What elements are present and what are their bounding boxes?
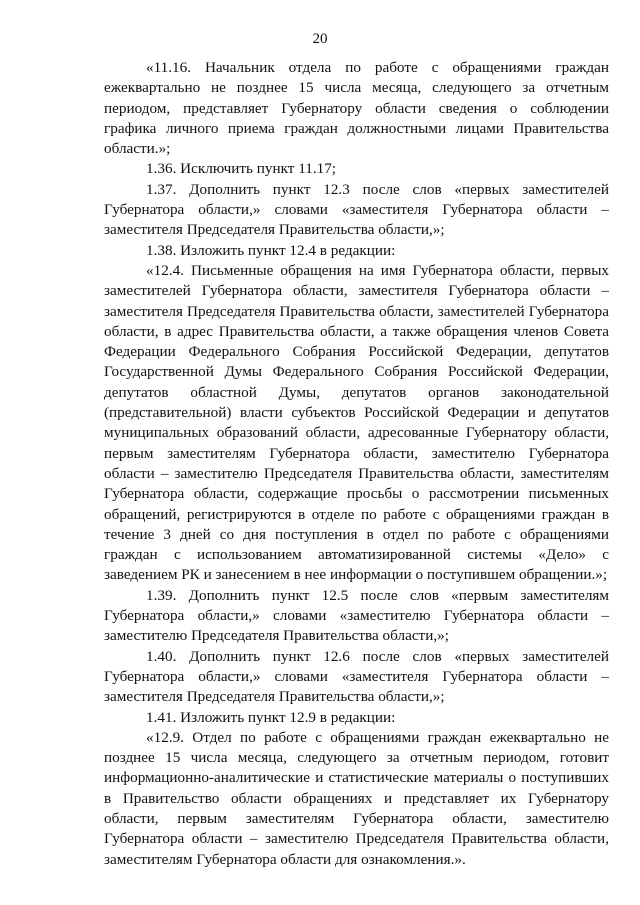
paragraph-1-41: 1.41. Изложить пункт 12.9 в редакции: <box>146 708 396 726</box>
paragraph-1-40: 1.40. Дополнить пункт 12.6 после слов «первых заместителей Губернатора области,» словами «заместителя Губернатора области – заместителя Председателя Правительства области,»; <box>104 647 609 706</box>
document-body <box>104 58 609 870</box>
paragraph-1-36: 1.36. Исключить пункт 11.17; <box>146 160 337 178</box>
paragraph-1-39: 1.39. Дополнить пункт 12.5 после слов «первым заместителям Губернатора области,» словами «заместителю Губернатора области – заместителю Председателя Правительства области,»; <box>104 586 609 645</box>
paragraph-11-16: «11.16. Начальник отдела по работе с обращениями граждан ежеквартально не позднее 15 числа месяца, следующего за отчетным периодом, представляет Губернатору области сведения о соблюдении графика личного приема граждан должностными лицами Правительства области.»; <box>104 59 609 158</box>
paragraph-1-38: 1.38. Изложить пункт 12.4 в редакции: <box>146 241 396 259</box>
page-number: 20 <box>312 31 328 47</box>
paragraph-12-4: «12.4. Письменные обращения на имя Губернатора области, первых заместителей Губернатора области, заместителя Губернатора области – заместителя Председателя Правительства области, заместителей Губернатора области, в адрес Правительства области, а также обращения членов Совета Федерации Федерального Собрания Российской Федерации, депутатов Государственной Думы Федерального Собрания Российской Федерации, депутатов областной Думы, депутатов органов законодательной (представительной) власти субъектов Российской Федерации и депутатов муниципальных образований области, адресованные Губернатору области, первым заместителям Губернатора области, заместителю Губернатора области – заместителю Председателя Правительства области, заместителям Губернатора области, содержащие просьбы о рассмотрении письменных обращений, регистрируются в отделе по работе с обращениями граждан в течение 3 дней со дня поступления в отдел по работе с обращениями граждан с использованием автоматизированной системы «Дело» с заведением РК и занесением в нее информации о поступившем обращении.»; <box>104 261 609 584</box>
paragraph-12-9: «12.9. Отдел по работе с обращениями граждан ежеквартально не позднее 15 числа месяца, следующего за отчетным периодом, готовит информационно-аналитические и статистические материалы о поступивших в Правительство области обращениях и представляет их Губернатору области, первым заместителям Губернатора области, заместителю Губернатора области – заместителю Председателя Правительства области, заместителям Губернатора области для ознакомления.». <box>104 728 609 868</box>
paragraph-1-37: 1.37. Дополнить пункт 12.3 после слов «первых заместителей Губернатора области,» словами «заместителя Губернатора области – заместителя Председателя Правительства области,»; <box>104 180 609 239</box>
